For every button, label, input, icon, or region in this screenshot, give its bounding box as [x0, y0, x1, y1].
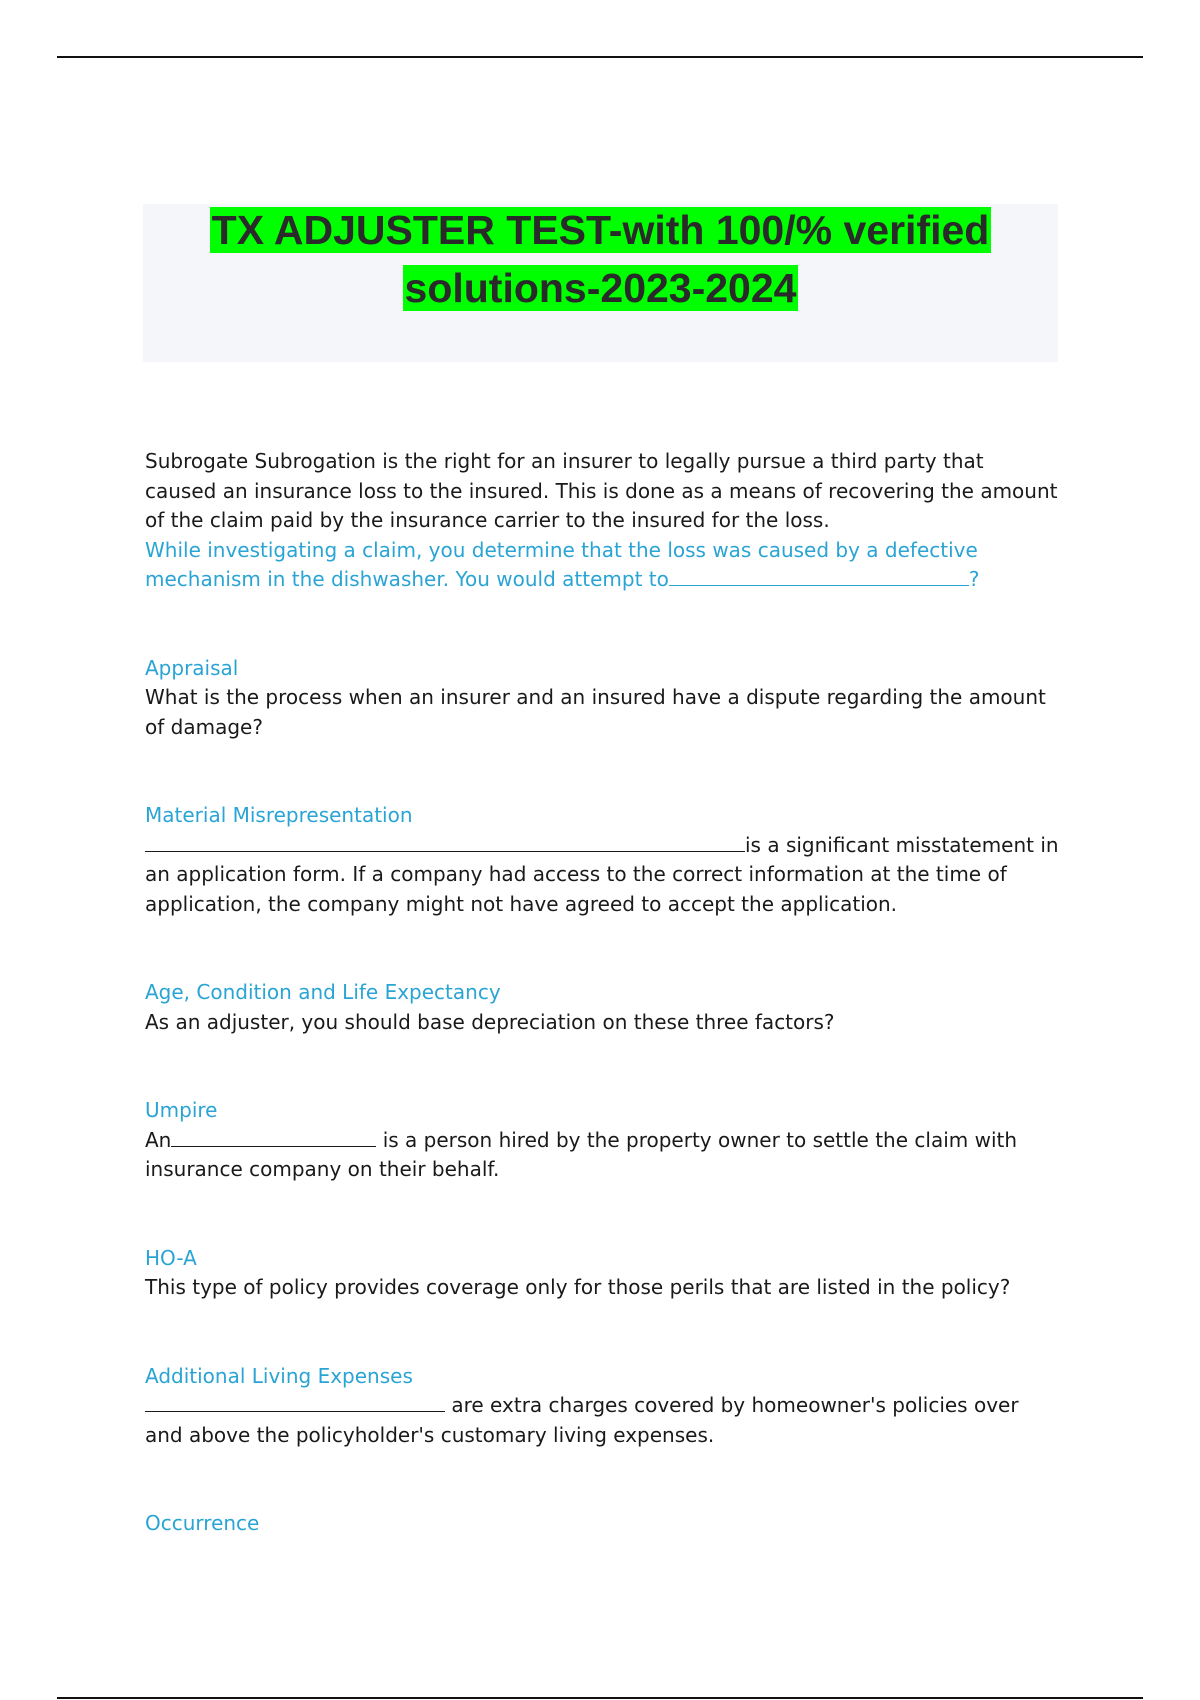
answer-blank [669, 565, 969, 586]
document-title-line-2: solutions-2023-2024 [404, 265, 797, 311]
question-additional-living-expenses-text: are extra charges covered by homeowner's policies over and above the policyholder's customary living expenses. [145, 1393, 1019, 1447]
question-material-misrepresentation [145, 831, 1060, 920]
question-appraisal: What is the process when an insurer and an insured have a dispute regarding the amount of damage? [145, 685, 1046, 739]
top-rule [57, 56, 1143, 58]
answer-blank [145, 831, 745, 852]
title-box [143, 204, 1058, 362]
bottom-rule [57, 1697, 1143, 1699]
answer-occurrence: Occurrence [145, 1511, 260, 1535]
answer-depreciation-factors: Age, Condition and Life Expectancy [145, 980, 501, 1004]
answer-appraisal: Appraisal [145, 655, 239, 680]
subrogation-question-end: ? [968, 567, 980, 591]
question-additional-living-expenses [145, 1391, 1060, 1450]
question-depreciation-factors: As an adjuster, you should base depreciation on these three factors? [145, 1009, 835, 1034]
question-ho-a: This type of policy provides coverage only for those perils that are listed in the policy? [145, 1275, 1011, 1299]
subrogation-question [145, 536, 1060, 595]
document-title-line-1: TX ADJUSTER TEST-with 100/% verified [211, 207, 990, 253]
question-umpire-start: An [145, 1127, 172, 1152]
question-umpire [145, 1126, 1060, 1185]
answer-blank [171, 1126, 376, 1147]
answer-additional-living-expenses: Additional Living Expenses [145, 1363, 413, 1388]
question-material-misrepresentation-text: is a significant misstatement in an application form. If a company had access to the correct information at the time of application, the company might not have agreed to accept the application. [145, 832, 1059, 916]
subrogation-question-text: While investigating a claim, you determine that the loss was caused by a defective mechanism in the dishwasher. You would attempt to [145, 537, 978, 591]
answer-umpire: Umpire [145, 1098, 218, 1122]
subrogation-definition: Subrogate Subrogation is the right for an insurer to legally pursue a third party that caused an insurance loss to the insured. This is done as a means of recovering the amount of the claim paid by the insurance carrier to the insured for the loss. [145, 449, 1058, 532]
question-umpire-text: is a person hired by the property owner to settle the claim with insurance company on their behalf. [145, 1127, 1018, 1181]
answer-blank [145, 1391, 445, 1412]
answer-ho-a: HO-A [145, 1245, 197, 1270]
answer-material-misrepresentation: Material Misrepresentation [145, 803, 413, 827]
document-body [145, 447, 1060, 1539]
